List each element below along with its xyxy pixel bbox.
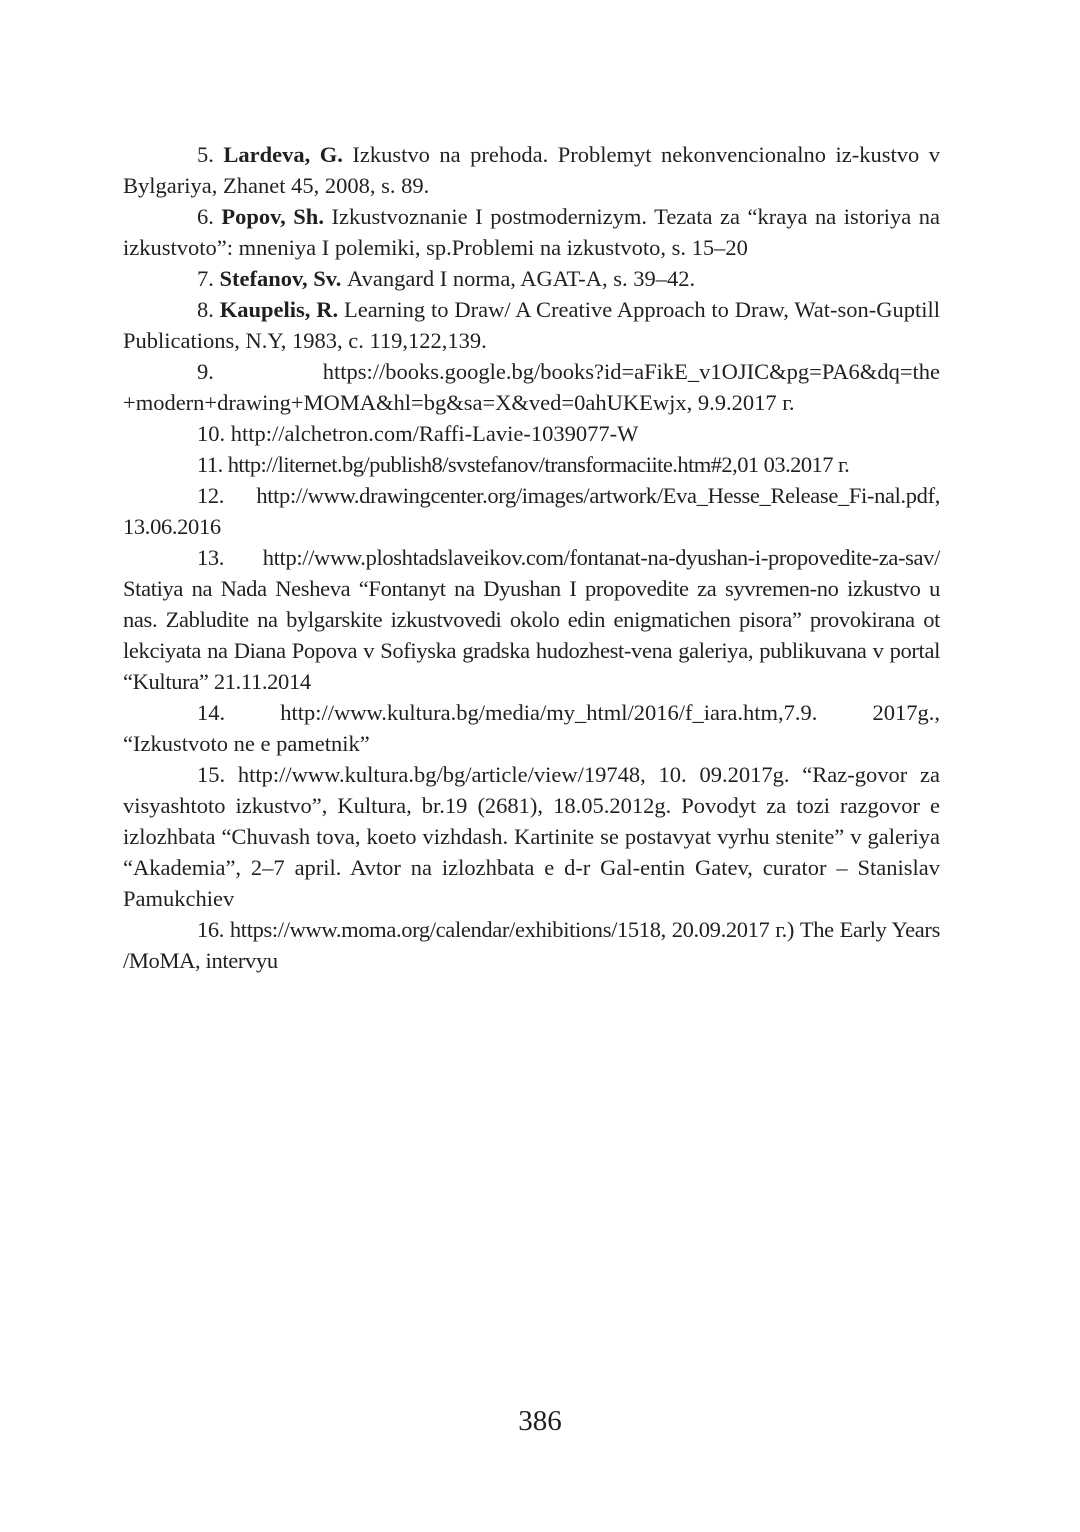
reference-item [123,356,940,418]
reference-link[interactable]: http://alchetron.com/Raffi-Lavie-1039077-W [230,421,639,446]
reference-author: Lardeva, G. [223,142,343,167]
page-number: 386 [518,1405,562,1437]
reference-number: 10. [197,421,226,446]
reference-item [123,697,940,759]
reference-text: Learning to Draw/ A Creative Approach to Draw, Wat-son-Guptill Publications, N.Y, 1983, c. 119,122,139. [123,297,941,353]
reference-link[interactable]: https://www.moma.org/calendar/exhibitions/1518, 20.09.2017 г.) The Early Years /MoMA, intervyu [123,917,940,973]
reference-item [123,449,940,480]
reference-number: 6. [197,204,214,229]
reference-link[interactable]: https://books.google.bg/books?id=aFikE_v1OJIC&pg=PA6&dq=the +modern+drawing+MOMA&hl=bg&sa=X&ved=0ahUKEwjx, 9.9.2017 г. [123,359,940,415]
reference-text: Avangard I norma, AGAT-A, s. 39–42. [347,266,696,291]
reference-number: 13. [197,545,225,570]
reference-item [123,480,940,542]
reference-link[interactable]: http://www.ploshtadslaveikov.com/fontanat-na-dyushan-i-propovedite-za-sav/ Statiya na Nada Nesheva “Fontanyt na Dyushan I propovedite za syvremen-no izkustvo u nas. Zabludite na bylgarskite izkustvovedi okolo edin enigmatichen pisora” provokirana ot lekciyata na Diana Popova v Sofiyska gradska hudozhest-vena galeriya, publikuvana v portal “Kultura” 21.11.2014 [123,545,940,694]
reference-number: 12. [197,483,225,508]
reference-author: Popov, Sh. [221,204,324,229]
reference-number: 7. [197,266,214,291]
reference-item [123,263,940,294]
reference-item [123,914,940,976]
reference-author: Stefanov, Sv. [219,266,342,291]
reference-link[interactable]: http://www.drawingcenter.org/images/artwork/Eva_Hesse_Release_Fi-nal.pdf, 13.06.2016 [123,483,940,539]
reference-link[interactable]: http://www.kultura.bg/media/my_html/2016/f_iara.htm,7.9. 2017g., “Izkustvoto ne e pametnik” [123,700,940,756]
reference-item [123,294,940,356]
reference-item [123,759,940,914]
reference-number: 9. [197,359,214,384]
reference-list [123,139,940,976]
reference-author: Kaupelis, R. [219,297,339,322]
reference-link[interactable]: http://www.kultura.bg/bg/article/view/19748, 10. 09.2017g. “Raz-govor za visyashtoto izkustvo”, Kultura, br.19 (2681), 18.05.2012g. Povodyt za tozi razgovor e izlozhbata “Chuvash tova, koeto vizhdash. Kartinite se postavyat vyrhu stenite” v galeriya “Akademia”, 2–7 april. Avtor na izlozhbata e d-r Gal-entin Gatev, curator – Stanislav Pamukchiev [123,762,940,911]
reference-text: Izkustvoznanie I postmodernizym. Tezata za “kraya na istoriya na izkustvoto”: mneniya I polemiki, sp.Problemi na izkustvoto, s. 15–20 [123,204,940,260]
reference-item [123,201,940,263]
reference-number: 11. [197,452,223,477]
reference-number: 8. [197,297,214,322]
reference-item [123,139,940,201]
reference-number: 5. [197,142,214,167]
reference-number: 15. [197,762,226,787]
reference-text: Izkustvo na prehoda. Problemyt nekonvencionalno iz-kustvo v Bylgariya, Zhanet 45, 2008, s. 89. [123,142,941,198]
reference-item [123,418,940,449]
reference-link[interactable]: http://liternet.bg/publish8/svstefanov/transformaciite.htm#2,01 03.2017 г. [227,452,850,477]
reference-number: 14. [197,700,226,725]
reference-number: 16. [197,917,225,942]
reference-item [123,542,940,697]
